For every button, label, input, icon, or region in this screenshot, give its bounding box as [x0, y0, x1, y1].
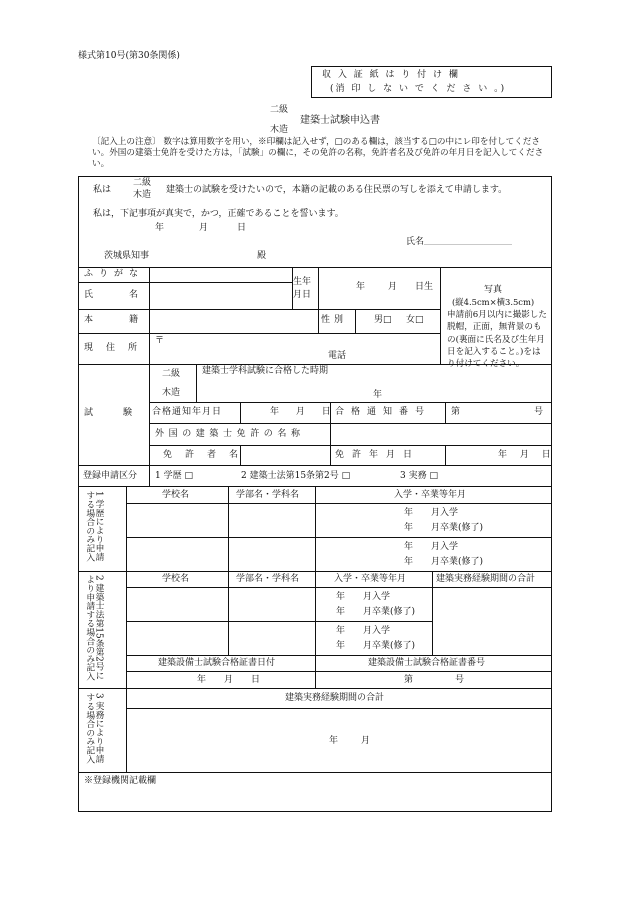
sec1-row2-entry: 年 月入学	[404, 542, 459, 552]
date-month-label: 月	[199, 223, 209, 233]
honorific: 殿	[257, 251, 267, 261]
registry-field-label: ※登録機関記載欄	[84, 776, 157, 786]
birth-month: 月	[388, 282, 398, 292]
phone-label: 電話	[328, 351, 347, 361]
declaration-i-am: 私は	[93, 185, 112, 195]
sex-label: 性別	[321, 315, 348, 325]
category-education-checkbox[interactable]: 1 学歴 □	[155, 471, 193, 481]
sec1-row2-grad: 年 月卒業(修了)	[404, 557, 484, 567]
sec2-row2-grad: 年 月卒業(修了)	[336, 641, 416, 651]
sec2-row2-entry: 年 月入学	[336, 626, 391, 636]
exam-label: 試験	[84, 408, 163, 418]
sec3-month: 月	[361, 736, 371, 746]
sec1-row1-grad: 年 月卒業(修了)	[404, 523, 484, 533]
notice-date-label: 合格通知年月日	[152, 407, 223, 417]
notice-date-values: 年 月 日	[270, 407, 331, 417]
birth-year: 年	[356, 282, 366, 292]
page-title: 建築士試験申込書	[300, 115, 380, 126]
sec1-col-dates: 入学・卒業等年月	[394, 490, 467, 500]
section2-label: 2 建築士法第15条第2号により申請する場合のみ記入	[84, 575, 104, 681]
notice-no-prefix: 第	[451, 407, 461, 417]
address-label: 現住所	[84, 343, 151, 353]
sec2-row1-grad: 年 月卒業(修了)	[336, 607, 416, 617]
honseki-label: 本籍	[84, 315, 175, 325]
sec3-total-label: 建築実務経験期間の合計	[285, 693, 385, 703]
photo-title: 写真	[484, 285, 503, 295]
notice-number-label: 合格通知番号	[335, 407, 432, 417]
declaration-grade-nikyu: 二級	[133, 178, 152, 188]
pass-time-label: 建築士学科試験に合格した時期	[202, 366, 329, 376]
postal-mark: 〒	[155, 336, 165, 346]
exam-grade-mokuzo: 木造	[162, 388, 181, 398]
pass-year: 年	[373, 390, 383, 400]
title-grade-mokuzo: 木造	[270, 125, 289, 135]
sec1-row1-entry: 年 月入学	[404, 508, 459, 518]
furigana-label: ふりがな	[84, 269, 145, 279]
sec2-col-total: 建築実務経験期間の合計	[436, 574, 536, 584]
section3-label: 3 実務により申請する場合のみ記入	[84, 693, 104, 764]
category-law15-checkbox[interactable]: 2 建築士法第15条第2号 □	[241, 471, 351, 481]
photo-instructions: 申請前6月以内に撮影した脱帽，正面，無背景のもの(裏面に氏名及び生年月日を記入すること。)をはり付けてください。	[447, 310, 547, 370]
birth-label-2: 月日	[293, 290, 312, 300]
photo-size: (縦4.5cm×横3.5cm)	[452, 297, 535, 307]
exam-grade-nikyu: 二級	[162, 369, 181, 379]
cert-date-values: 年 月 日	[197, 675, 261, 685]
stamp-note: (消 印 し な い で く だ さ い 。)	[330, 84, 507, 94]
entry-notes: 〔記入上の注意〕 数字は算用数字を用い，※印欄は記入せず，□のある欄は，該当する□の中にレ印を付してください。外国の建築士免許を受けた方は，「試験」の欄に，その免許の名称，免許者名及び免許の年月日を記入してください。	[92, 137, 544, 170]
title-grade-nikyu: 二級	[270, 105, 289, 115]
notice-no-suffix: 号	[534, 407, 544, 417]
form-number: 様式第10号(第30条関係)	[78, 51, 180, 61]
signature-line[interactable]: ＿＿＿＿＿＿＿＿＿＿＿	[424, 237, 512, 246]
birth-label-1: 生年	[293, 277, 312, 287]
sex-male-checkbox[interactable]: 男□	[374, 315, 392, 325]
sex-female-checkbox[interactable]: 女□	[406, 315, 424, 325]
sec2-col-faculty: 学部名・学科名	[236, 574, 300, 584]
licensor-label: 免許者名	[163, 450, 252, 460]
cert-date-label: 建築設備士試験合格証書日付	[158, 658, 276, 668]
date-year-label: 年	[155, 223, 165, 233]
declaration-grade-mokuzo: 木造	[133, 190, 152, 200]
addressee: 茨城県知事	[104, 251, 150, 261]
license-date-label: 免許年月日	[335, 450, 421, 460]
birth-day: 日生	[415, 282, 434, 292]
category-practice-checkbox[interactable]: 3 実務 □	[400, 471, 438, 481]
signature-label: 氏名	[406, 237, 425, 247]
sec2-row1-entry: 年 月入学	[336, 592, 391, 602]
sec3-year: 年	[329, 736, 339, 746]
license-date-values: 年 月 日	[498, 450, 551, 460]
declaration-oath: 私は，下記事項が真実で，かつ，正確であることを誓います。	[93, 209, 344, 219]
sec1-col-school: 学校名	[162, 490, 190, 500]
stamp-title: 収 入 証 紙 は り 付 け 欄	[322, 70, 460, 80]
declaration-text: 建築士の試験を受けたいので，本籍の記載のある住民票の写しを添えて申請します。	[166, 185, 508, 195]
cert-no-suffix: 号	[455, 675, 465, 685]
foreign-license-label: 外国の建築士免許の名称	[155, 429, 305, 439]
sec2-col-school: 学校名	[162, 574, 190, 584]
section1-label: 1 学歴により申請する場合のみ記入	[84, 491, 104, 562]
sec2-col-dates: 入学・卒業等年月	[334, 574, 407, 584]
date-day-label: 日	[237, 223, 247, 233]
sec1-col-faculty: 学部名・学科名	[236, 490, 300, 500]
cert-no-prefix: 第	[404, 675, 414, 685]
category-label: 登録申請区分	[83, 471, 138, 481]
cert-number-label: 建築設備士試験合格証書番号	[368, 658, 486, 668]
name-label: 氏名	[84, 290, 175, 300]
